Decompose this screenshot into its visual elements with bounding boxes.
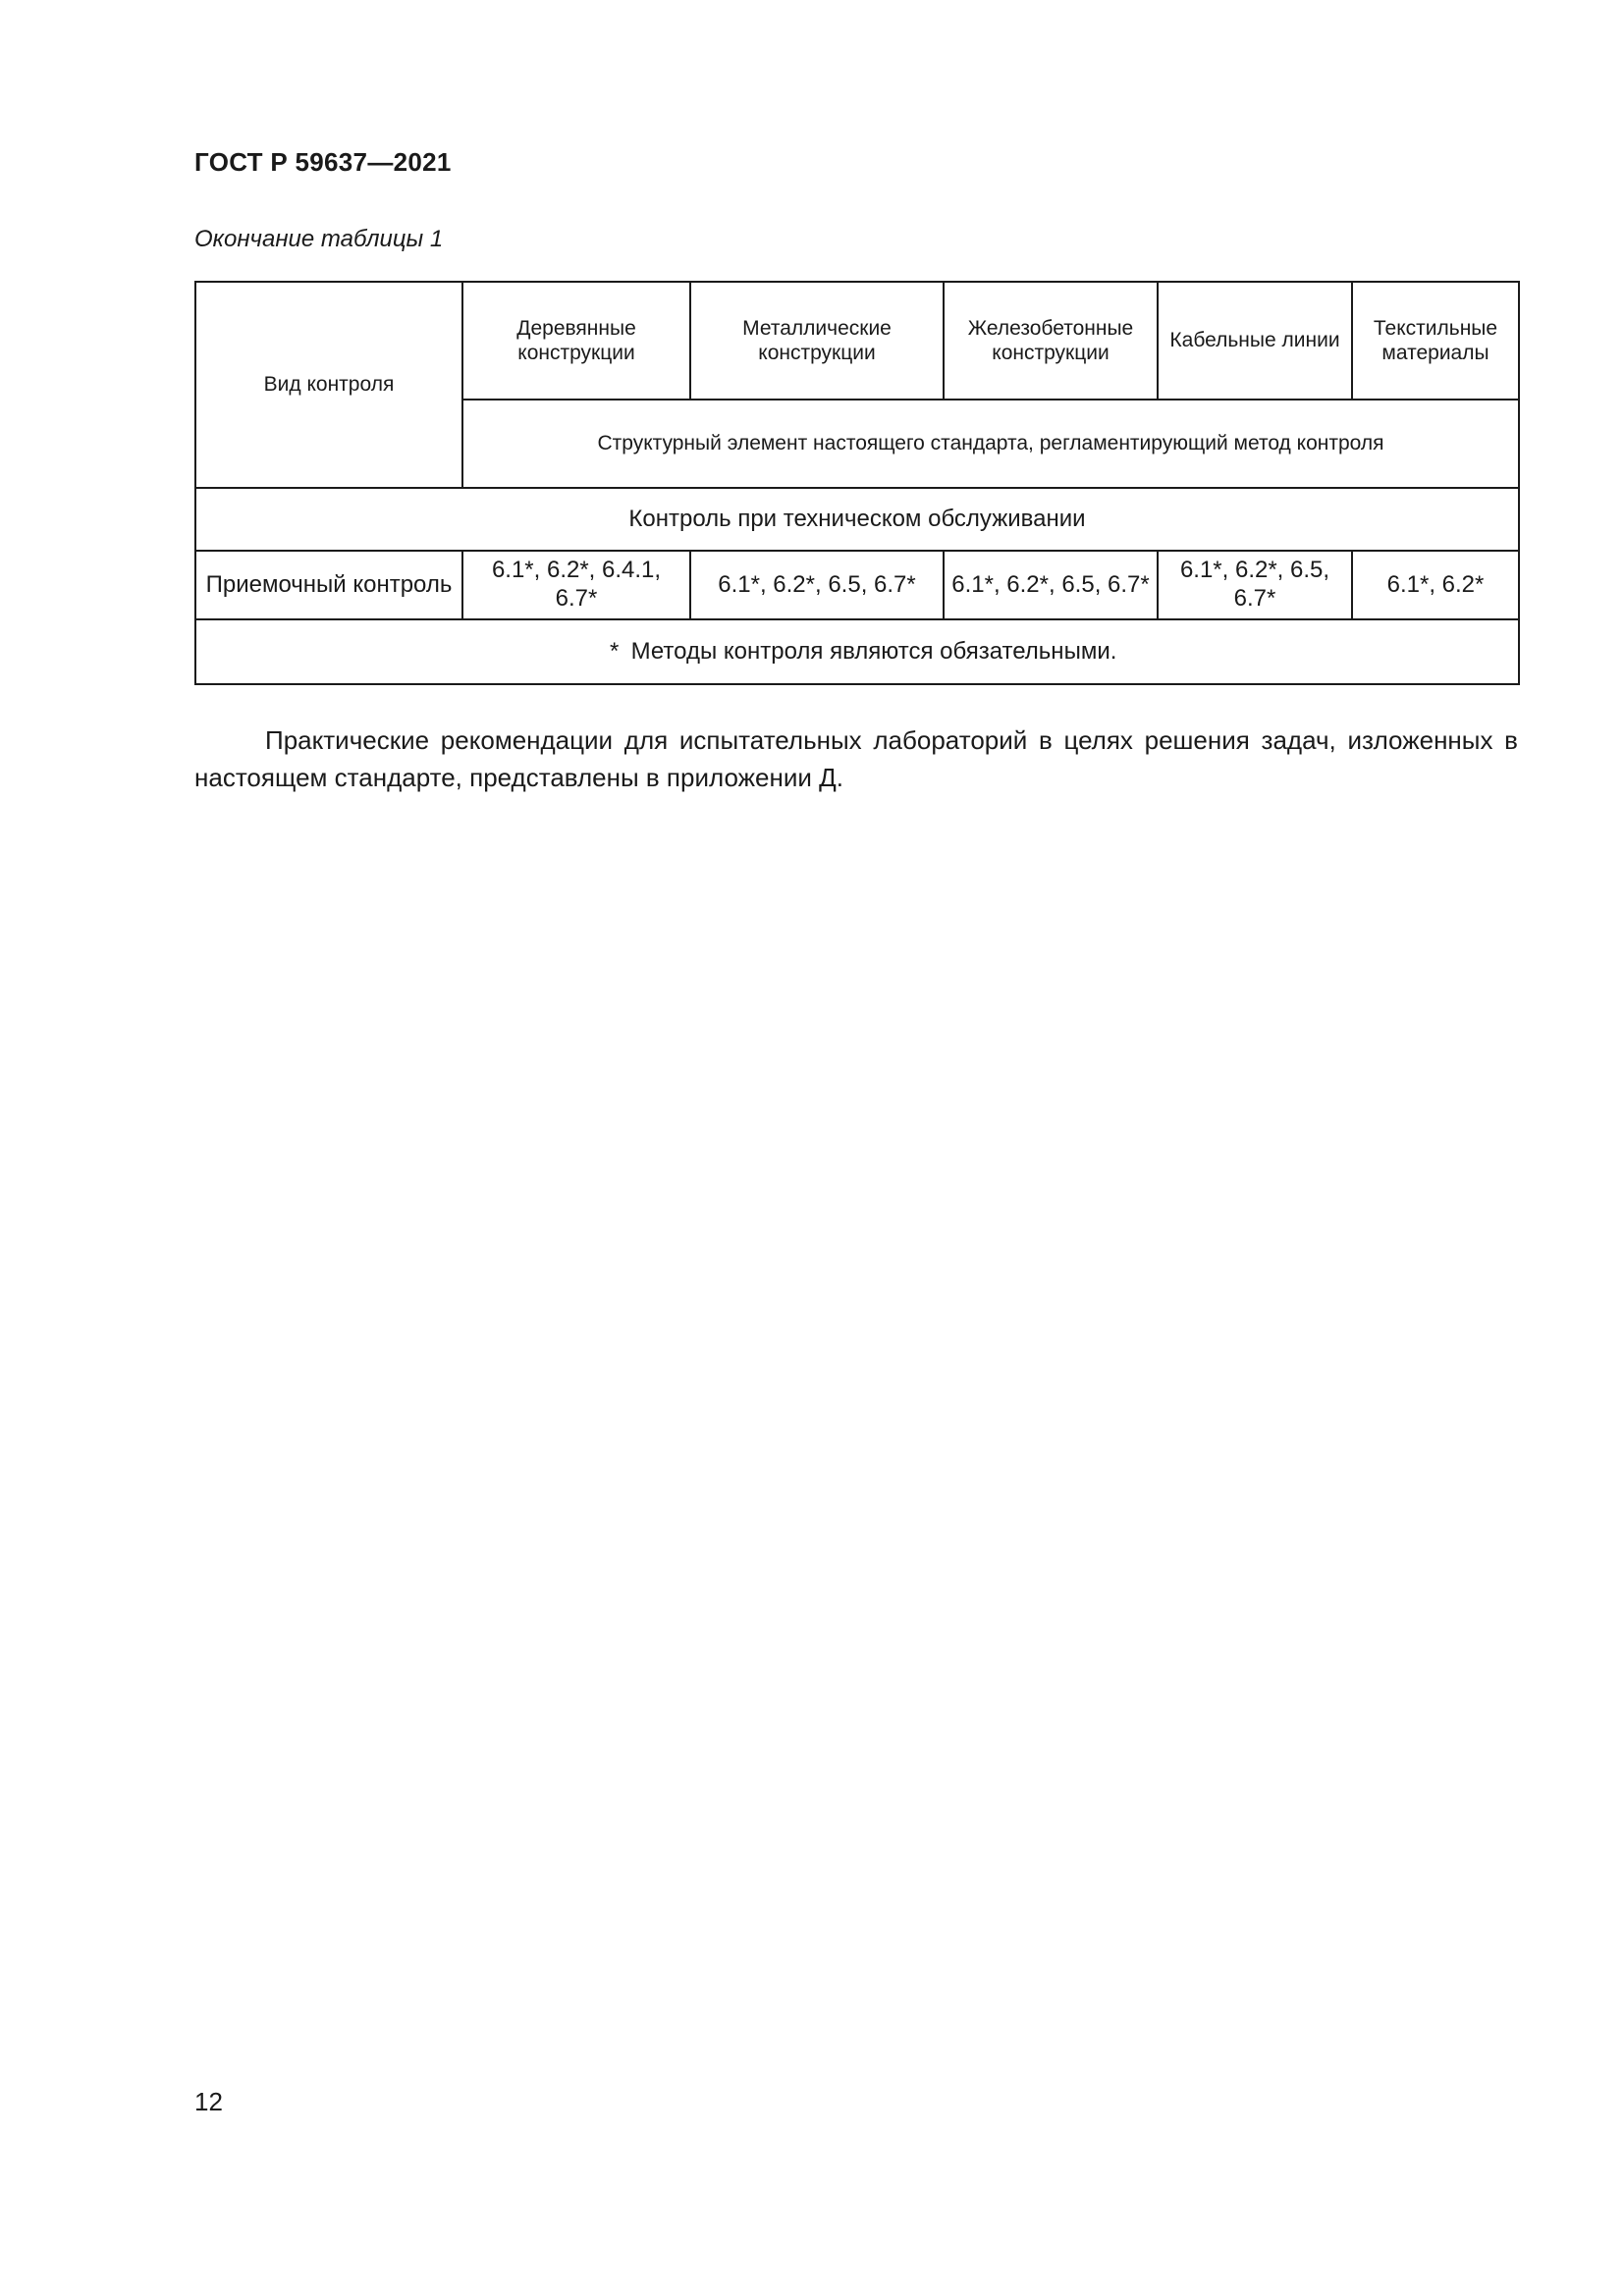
footnote-marker: *	[609, 637, 620, 665]
table-section-row	[195, 488, 1519, 551]
table-subheader: Структурный элемент настоящего стандарта, регламентирующий метод контроля	[462, 400, 1519, 488]
footnote-text: Методы контроля являются обязательными.	[630, 637, 1117, 665]
row-label: Приемочный контроль	[195, 551, 462, 619]
table-cell: 6.1*, 6.2*, 6.4.1, 6.7*	[462, 551, 690, 619]
table-footnote-row	[195, 619, 1519, 684]
section-title: Контроль при техническом обслуживании	[195, 488, 1519, 551]
table-row	[195, 551, 1519, 619]
control-methods-table	[194, 281, 1520, 685]
table-cell: 6.1*, 6.2*, 6.5, 6.7*	[690, 551, 944, 619]
row-header-label: Вид контроля	[195, 282, 462, 488]
column-header-textile: Текстильные материалы	[1352, 282, 1519, 400]
table-caption: Окончание таблицы 1	[194, 226, 444, 252]
body-paragraph: Практические рекомендации для испытательных лабораторий в целях решения задач, изложенных в настоящем стандарте, представлены в приложении Д.	[194, 725, 1518, 792]
table-footnote	[195, 619, 1519, 684]
page-number: 12	[194, 2087, 223, 2116]
column-header-concrete: Железобетонные конструкции	[944, 282, 1158, 400]
column-header-metal: Металлические конструкции	[690, 282, 944, 400]
table-header-row	[195, 282, 1519, 400]
column-header-wood: Деревянные конструкции	[462, 282, 690, 400]
document-header: ГОСТ Р 59637—2021	[194, 147, 452, 177]
table-cell: 6.1*, 6.2*, 6.5, 6.7*	[1158, 551, 1352, 619]
table-cell: 6.1*, 6.2*, 6.5, 6.7*	[944, 551, 1158, 619]
column-header-cable: Кабельные линии	[1158, 282, 1352, 400]
table-cell: 6.1*, 6.2*	[1352, 551, 1519, 619]
